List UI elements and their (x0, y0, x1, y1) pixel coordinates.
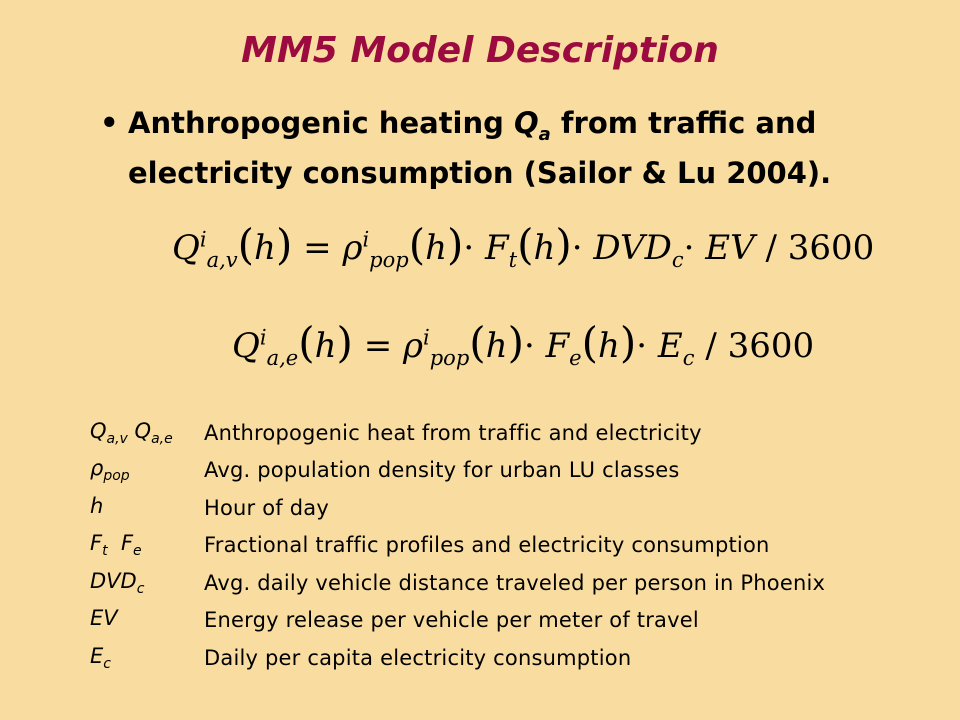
bullet-text (128, 104, 920, 192)
eq1-DVD: DVD (593, 228, 672, 268)
definition-description: Daily per capita electricity consumption (204, 645, 632, 670)
bullet-symbol: Q (514, 106, 539, 140)
definition-row (90, 414, 930, 452)
definition-description: Fractional traffic profiles and electricity consumption (204, 533, 770, 558)
definitions-list (90, 414, 930, 677)
eq2-rho-sup: i (423, 325, 430, 350)
slide-title: MM5 Model Description (241, 30, 719, 71)
definition-row (90, 527, 930, 565)
eq1-EV: EV (705, 228, 755, 268)
definition-symbol: EV (90, 606, 118, 631)
definition-description: Avg. daily vehicle distance traveled per person in Phoenix (204, 570, 826, 595)
eq2-F-sub: e (569, 345, 582, 370)
definition-row (90, 452, 930, 490)
bullet-text-before: Anthropogenic heating (128, 106, 514, 140)
eq2-lhs-sup: i (259, 325, 267, 350)
bullet-symbol-sub: a (538, 123, 551, 145)
definition-description: Avg. population density for urban LU classes (204, 458, 680, 483)
eq2-lhs: Q (232, 326, 260, 366)
definition-description: Energy release per vehicle per meter of travel (204, 608, 699, 633)
eq1-lhs-sub: a,v (206, 247, 238, 272)
eq1-lhs: Q (172, 228, 200, 268)
eq1-rho-sub: pop (369, 247, 409, 272)
equation-traffic: $Q^i_{a,v}(h) = \rho^i_{pop}(h)\cdot F_t(h)\cdot DVD_c\cdot$ EV / 3600 (172, 220, 875, 272)
definition-row (90, 564, 930, 602)
bullet-icon: • (100, 106, 119, 140)
eq2-rho-sub: pop (429, 345, 470, 370)
definition-symbol: h (90, 493, 104, 518)
eq1-DVD-sub: c (671, 247, 684, 272)
eq2-divisor: / 3600 (705, 326, 815, 366)
definition-symbol: $F_t$ $F_e$ (90, 531, 142, 560)
eq1-lhs-sup: i (199, 227, 207, 252)
definition-symbol: $Q_{a,v}$ $Q_{a,e}$ (90, 418, 173, 447)
eq2-lhs-sub: a,e (266, 345, 299, 370)
equation-electricity: $Q^i_{a,e}(h) = \rho^i_{pop}(h)\cdot F_e(h)\cdot E_c / 3600$ (232, 318, 815, 370)
definition-row (90, 639, 930, 677)
bullet-text-after: from traffic and electricity consumption (Sailor & Lu 2004). (128, 106, 832, 190)
definition-row (90, 489, 930, 527)
eq1-rho-sup: i (362, 227, 370, 252)
eq1-divisor: / 3600 (765, 228, 875, 268)
eq1-F-sub: t (508, 247, 518, 272)
eq1-F: F (485, 228, 509, 268)
bullet-point (100, 104, 920, 192)
eq2-E: E (657, 326, 683, 366)
eq2-F: F (545, 326, 570, 366)
definition-description: Anthropogenic heat from traffic and electricity (204, 420, 702, 445)
definition-symbol: $DVD_c$ (90, 568, 145, 597)
eq2-E-sub: c (682, 345, 695, 370)
definition-symbol: $\rho_{pop}$ (90, 456, 130, 485)
definition-description: Hour of day (204, 495, 330, 520)
definition-row (90, 602, 930, 640)
definition-symbol: $E_c$ (90, 643, 111, 672)
